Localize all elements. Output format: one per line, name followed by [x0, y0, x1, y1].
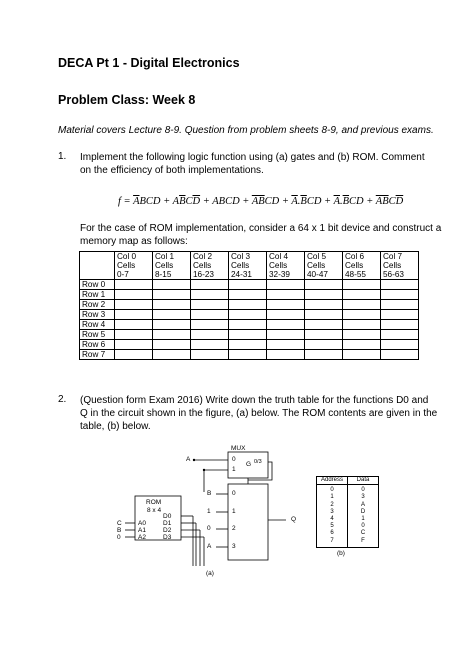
- rom-data: A: [360, 501, 365, 508]
- memory-cell: [229, 310, 267, 320]
- column-header-range: 24-31: [231, 270, 252, 279]
- memory-cell: [115, 290, 153, 300]
- mux-in-1-name: 1: [207, 508, 211, 515]
- column-header-cells: Cells: [193, 261, 212, 270]
- corner-cell: [80, 252, 115, 280]
- rom-table-body-row: [317, 485, 379, 548]
- q2-number: 2.: [58, 394, 67, 405]
- memory-cell: [381, 300, 419, 310]
- mux-g-frac: 0/3: [254, 459, 262, 465]
- q1-number: 1.: [58, 151, 67, 162]
- caption-a: (a): [206, 570, 214, 577]
- memory-cell: [229, 280, 267, 290]
- mux-label: MUX: [231, 445, 246, 452]
- memory-cell: [191, 290, 229, 300]
- row-label: Row 1: [80, 290, 115, 300]
- mux-in-3: 3: [232, 543, 236, 550]
- rom-address-column: [317, 485, 348, 548]
- column-header-name: Col 7: [383, 252, 403, 261]
- column-header-name: Col 5: [307, 252, 327, 261]
- memory-cell: [305, 290, 343, 300]
- mux-in-3-name: A: [207, 543, 212, 550]
- rom-instr-line2: memory map as follows:: [80, 236, 188, 247]
- mux-in-1: 1: [232, 508, 236, 515]
- memory-cell: [191, 300, 229, 310]
- memory-map-table: [79, 251, 419, 360]
- memory-cell: [267, 350, 305, 360]
- q2-line3: table, (b) below.: [80, 421, 151, 432]
- rom-data: D: [360, 508, 366, 515]
- memory-cell: [267, 280, 305, 290]
- mux-in-2-name: 0: [207, 525, 211, 532]
- column-header-range: 48-55: [345, 270, 366, 279]
- logic-equation: $f = \overline{A}BCD + A\overline{B}C\overline{D}$ + ABCD + $\overline{AB}CD + \overline{A}.\overline{B}CD + \overline{A}.\overline{B}CD + \overline{AB}C\overline{D}$: [118, 196, 404, 207]
- memory-cell: [381, 280, 419, 290]
- memory-cell: [305, 280, 343, 290]
- row-label: Row 5: [80, 330, 115, 340]
- memory-cell: [153, 350, 191, 360]
- q1-line1: Implement the following logic function using (a) gates and (b) ROM. Comment: [80, 152, 425, 163]
- memory-cell: [381, 310, 419, 320]
- memory-map-row: [80, 290, 419, 300]
- memory-cell: [381, 350, 419, 360]
- rom-in-c: C: [117, 520, 122, 527]
- memory-cell: [343, 340, 381, 350]
- column-header: [343, 252, 381, 280]
- memory-cell: [115, 350, 153, 360]
- rom-data: F: [361, 537, 365, 544]
- column-header-cells: Cells: [345, 261, 364, 270]
- rom-label-1: ROM: [146, 499, 162, 506]
- column-header: [381, 252, 419, 280]
- rom-table-header-cell: Data: [348, 477, 379, 485]
- rom-address: 0: [330, 487, 334, 494]
- memory-cell: [267, 300, 305, 310]
- column-header: [305, 252, 343, 280]
- rom-data: 0: [361, 523, 365, 530]
- rom-address: 4: [330, 516, 334, 523]
- column-header-range: 32-39: [269, 270, 290, 279]
- column-header: [229, 252, 267, 280]
- rom-table-header-cell: Address: [317, 477, 348, 485]
- memory-cell: [115, 330, 153, 340]
- memory-cell: [153, 280, 191, 290]
- rom-address: 7: [330, 537, 334, 544]
- memory-cell: [381, 340, 419, 350]
- row-label: Row 7: [80, 350, 115, 360]
- row-label: Row 0: [80, 280, 115, 290]
- memory-cell: [305, 340, 343, 350]
- column-header-range: 16-23: [193, 270, 214, 279]
- memory-cell: [267, 320, 305, 330]
- column-header-cells: Cells: [155, 261, 174, 270]
- equation-lhs: f =: [118, 196, 134, 207]
- column-header-range: 56-63: [383, 270, 404, 279]
- memory-cell: [191, 330, 229, 340]
- memory-cell: [191, 280, 229, 290]
- memory-cell: [229, 320, 267, 330]
- row-label: Row 3: [80, 310, 115, 320]
- memory-cell: [305, 300, 343, 310]
- memory-cell: [343, 310, 381, 320]
- memory-cell: [343, 300, 381, 310]
- q1-line2: on the efficiency of both implementations.: [80, 165, 264, 176]
- column-header-range: 8-15: [155, 270, 172, 279]
- memory-cell: [305, 330, 343, 340]
- column-header-cells: Cells: [231, 261, 250, 270]
- column-header: [115, 252, 153, 280]
- memory-map-header-row: [80, 252, 419, 280]
- rom-instr-line1: For the case of ROM implementation, consider a 64 x 1 bit device and construct a: [80, 223, 442, 234]
- memory-cell: [115, 340, 153, 350]
- memory-cell: [267, 290, 305, 300]
- memory-cell: [381, 290, 419, 300]
- intro-text: Material covers Lecture 8-9. Question from problem sheets 8-9, and previous exams.: [58, 125, 434, 136]
- output-q-label: Q: [291, 516, 297, 523]
- row-label: Row 6: [80, 340, 115, 350]
- column-header-name: Col 3: [231, 252, 251, 261]
- memory-cell: [153, 320, 191, 330]
- rom-in-a0: A0: [138, 520, 146, 527]
- memory-map-row: [80, 350, 419, 360]
- row-label: Row 2: [80, 300, 115, 310]
- rom-out-d2: D2: [163, 527, 172, 534]
- memory-cell: [381, 330, 419, 340]
- memory-cell: [153, 340, 191, 350]
- rom-data: 1: [361, 516, 365, 523]
- column-header-name: Col 4: [269, 252, 289, 261]
- memory-cell: [153, 330, 191, 340]
- rom-data: C: [360, 530, 366, 537]
- circuit-diagram: [100, 436, 330, 586]
- q2-text: [80, 394, 437, 433]
- rom-address: 2: [330, 501, 334, 508]
- memory-cell: [115, 310, 153, 320]
- rom-address: 5: [330, 523, 334, 530]
- q2-line2: Q in the circuit shown in the figure, (a) below. The ROM contents are given in the: [80, 408, 438, 419]
- column-header-range: 40-47: [307, 270, 328, 279]
- rom-contents-table: [316, 476, 379, 548]
- memory-cell: [267, 340, 305, 350]
- memory-cell: [343, 320, 381, 330]
- memory-map-row: [80, 320, 419, 330]
- rom-in-b: B: [117, 527, 122, 534]
- memory-map-row: [80, 340, 419, 350]
- memory-cell: [191, 340, 229, 350]
- memory-cell: [267, 310, 305, 320]
- rom-in-a1: A1: [138, 527, 146, 534]
- memory-cell: [343, 350, 381, 360]
- memory-cell: [343, 280, 381, 290]
- memory-cell: [229, 350, 267, 360]
- rom-address: 3: [330, 508, 334, 515]
- mux-g-label: G: [246, 461, 252, 468]
- memory-cell: [229, 330, 267, 340]
- memory-cell: [343, 330, 381, 340]
- rom-in-0: 0: [117, 534, 121, 541]
- doc-subtitle: Problem Class: Week 8: [58, 93, 196, 107]
- rom-data: 0: [361, 487, 365, 494]
- memory-cell: [343, 290, 381, 300]
- memory-map-row: [80, 310, 419, 320]
- memory-cell: [153, 310, 191, 320]
- column-header-cells: Cells: [117, 261, 136, 270]
- memory-cell: [381, 320, 419, 330]
- q2-line1: (Question form Exam 2016) Write down the truth table for the functions D0 and: [80, 395, 429, 406]
- memory-cell: [153, 290, 191, 300]
- memory-cell: [115, 280, 153, 290]
- column-header-name: Col 0: [117, 252, 137, 261]
- memory-cell: [115, 320, 153, 330]
- mux-in-2: 2: [232, 525, 236, 532]
- memory-cell: [191, 310, 229, 320]
- memory-cell: [229, 300, 267, 310]
- column-header: [267, 252, 305, 280]
- memory-cell: [153, 300, 191, 310]
- mux-sel-1: 1: [232, 466, 236, 473]
- memory-cell: [305, 310, 343, 320]
- rom-out-d0: D0: [163, 513, 172, 520]
- caption-b: (b): [337, 550, 345, 557]
- rom-out-d3: D3: [163, 534, 172, 541]
- column-header: [191, 252, 229, 280]
- memory-cell: [305, 320, 343, 330]
- mux-in-0: 0: [232, 490, 236, 497]
- rom-address: 6: [330, 530, 334, 537]
- doc-title: DECA Pt 1 - Digital Electronics: [58, 56, 240, 70]
- rom-in-a2: A2: [138, 534, 146, 541]
- column-header-cells: Cells: [269, 261, 288, 270]
- column-header-name: Col 6: [345, 252, 365, 261]
- rom-table-header: [317, 477, 379, 485]
- q1-text: [80, 151, 425, 177]
- memory-cell: [267, 330, 305, 340]
- memory-cell: [305, 350, 343, 360]
- memory-cell: [229, 340, 267, 350]
- rom-address: 1: [330, 494, 334, 501]
- column-header-name: Col 2: [193, 252, 213, 261]
- memory-cell: [191, 350, 229, 360]
- memory-map-row: [80, 330, 419, 340]
- mux-in-0-name: B: [207, 490, 212, 497]
- memory-cell: [229, 290, 267, 300]
- input-a-label: A: [186, 456, 191, 463]
- column-header: [153, 252, 191, 280]
- memory-map-row: [80, 280, 419, 290]
- rom-instructions: [80, 222, 441, 248]
- mux-sel-0: 0: [232, 456, 236, 463]
- memory-cell: [191, 320, 229, 330]
- column-header-cells: Cells: [383, 261, 402, 270]
- column-header-name: Col 1: [155, 252, 175, 261]
- rom-label-2: 8 x 4: [147, 507, 162, 514]
- rom-data-column: [348, 485, 379, 548]
- rom-out-d1: D1: [163, 520, 172, 527]
- row-label: Row 4: [80, 320, 115, 330]
- rom-data: 3: [361, 494, 365, 501]
- column-header-range: 0-7: [117, 270, 129, 279]
- memory-map-row: [80, 300, 419, 310]
- column-header-cells: Cells: [307, 261, 326, 270]
- memory-cell: [115, 300, 153, 310]
